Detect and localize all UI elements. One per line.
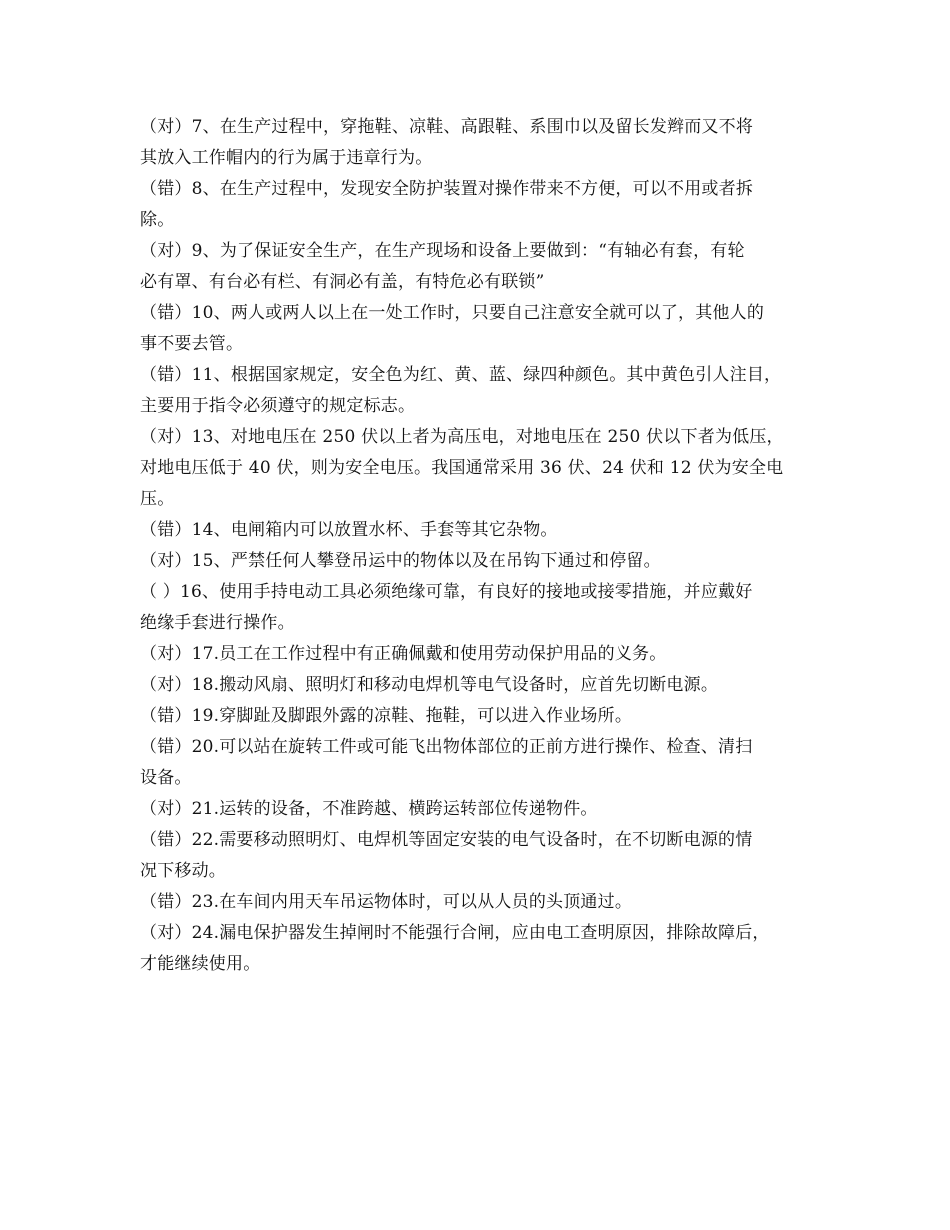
question-item [140,577,830,639]
question-item [140,360,830,422]
question-line: （错）14、电闸箱内可以放置水杯、手套等其它杂物。 [140,520,558,540]
question-line: 才能继续使用。 [140,954,261,974]
question-item [140,670,830,701]
question-line: 绝缘手套进行操作。 [140,613,295,633]
question-line: （错）11、根据国家规定，安全色为红、黄、蓝、绿四种颜色。其中黄色引人注目， [140,365,782,385]
question-line: （错）19.穿脚趾及脚跟外露的凉鞋、拖鞋，可以进入作业场所。 [140,706,633,726]
question-line: 必有罩、有台必有栏、有洞必有盖，有特危必有联锁” [140,272,545,292]
question-line: （对）15、严禁任何人攀登吊运中的物体以及在吊钩下通过和停留。 [140,551,661,571]
question-line: （对）9、为了保证安全生产，在生产现场和设备上要做到：“有轴必有套，有轮 [140,241,745,261]
question-item [140,112,830,174]
question-item [140,701,830,732]
question-line: （对）18.搬动风扇、照明灯和移动电焊机等电气设备时，应首先切断电源。 [140,675,719,695]
document-body [140,112,830,980]
question-line: 除。 [140,210,175,230]
question-line: 况下移动。 [140,861,226,881]
question-item [140,515,830,546]
question-line: （对）13、对地电压在 250 伏以上者为高压电，对地电压在 250 伏以下者为低压， [140,427,784,447]
question-line: （错）10、两人或两人以上在一处工作时，只要自己注意安全就可以了，其他人的 [140,303,765,323]
question-line: 压。 [140,489,175,509]
question-line: 对地电压低于 40 伏，则为安全电压。我国通常采用 36 伏、24 伏和 12 伏为安全电 [140,458,784,478]
question-item [140,732,830,794]
question-item [140,546,830,577]
question-line: （错）20.可以站在旋转工件或可能飞出物体部位的正前方进行操作、检查、清扫 [140,737,753,757]
question-item [140,887,830,918]
question-item [140,825,830,887]
question-line: 事不要去管。 [140,334,244,354]
question-line: （错）8、在生产过程中，发现安全防护装置对操作带来不方便，可以不用或者拆 [140,179,754,199]
question-line: （错）23.在车间内用天车吊运物体时，可以从人员的头顶通过。 [140,892,633,912]
question-item [140,236,830,298]
question-item [140,422,830,515]
question-line: （对）17.员工在工作过程中有正确佩戴和使用劳动保护用品的义务。 [140,644,667,664]
question-line: （错）22.需要移动照明灯、电焊机等固定安装的电气设备时，在不切断电源的情 [140,830,753,850]
question-line: （对）24.漏电保护器发生掉闸时不能强行合闸，应由电工查明原因，排除故障后， [140,923,770,943]
question-item [140,794,830,825]
question-line: （对）7、在生产过程中，穿拖鞋、凉鞋、高跟鞋、系围巾以及留长发辫而又不将 [140,117,754,137]
question-item [140,174,830,236]
question-item [140,298,830,360]
question-line: （ ）16、使用手持电动工具必须绝缘可靠，有良好的接地或接零措施，并应戴好 [140,582,753,602]
question-line: 设备。 [140,768,192,788]
question-line: 其放入工作帽内的行为属于违章行为。 [140,148,433,168]
question-item [140,639,830,670]
question-line: 主要用于指令必须遵守的规定标志。 [140,396,416,416]
question-line: （对）21.运转的设备，不准跨越、横跨运转部位传递物件。 [140,799,598,819]
question-item [140,918,830,980]
